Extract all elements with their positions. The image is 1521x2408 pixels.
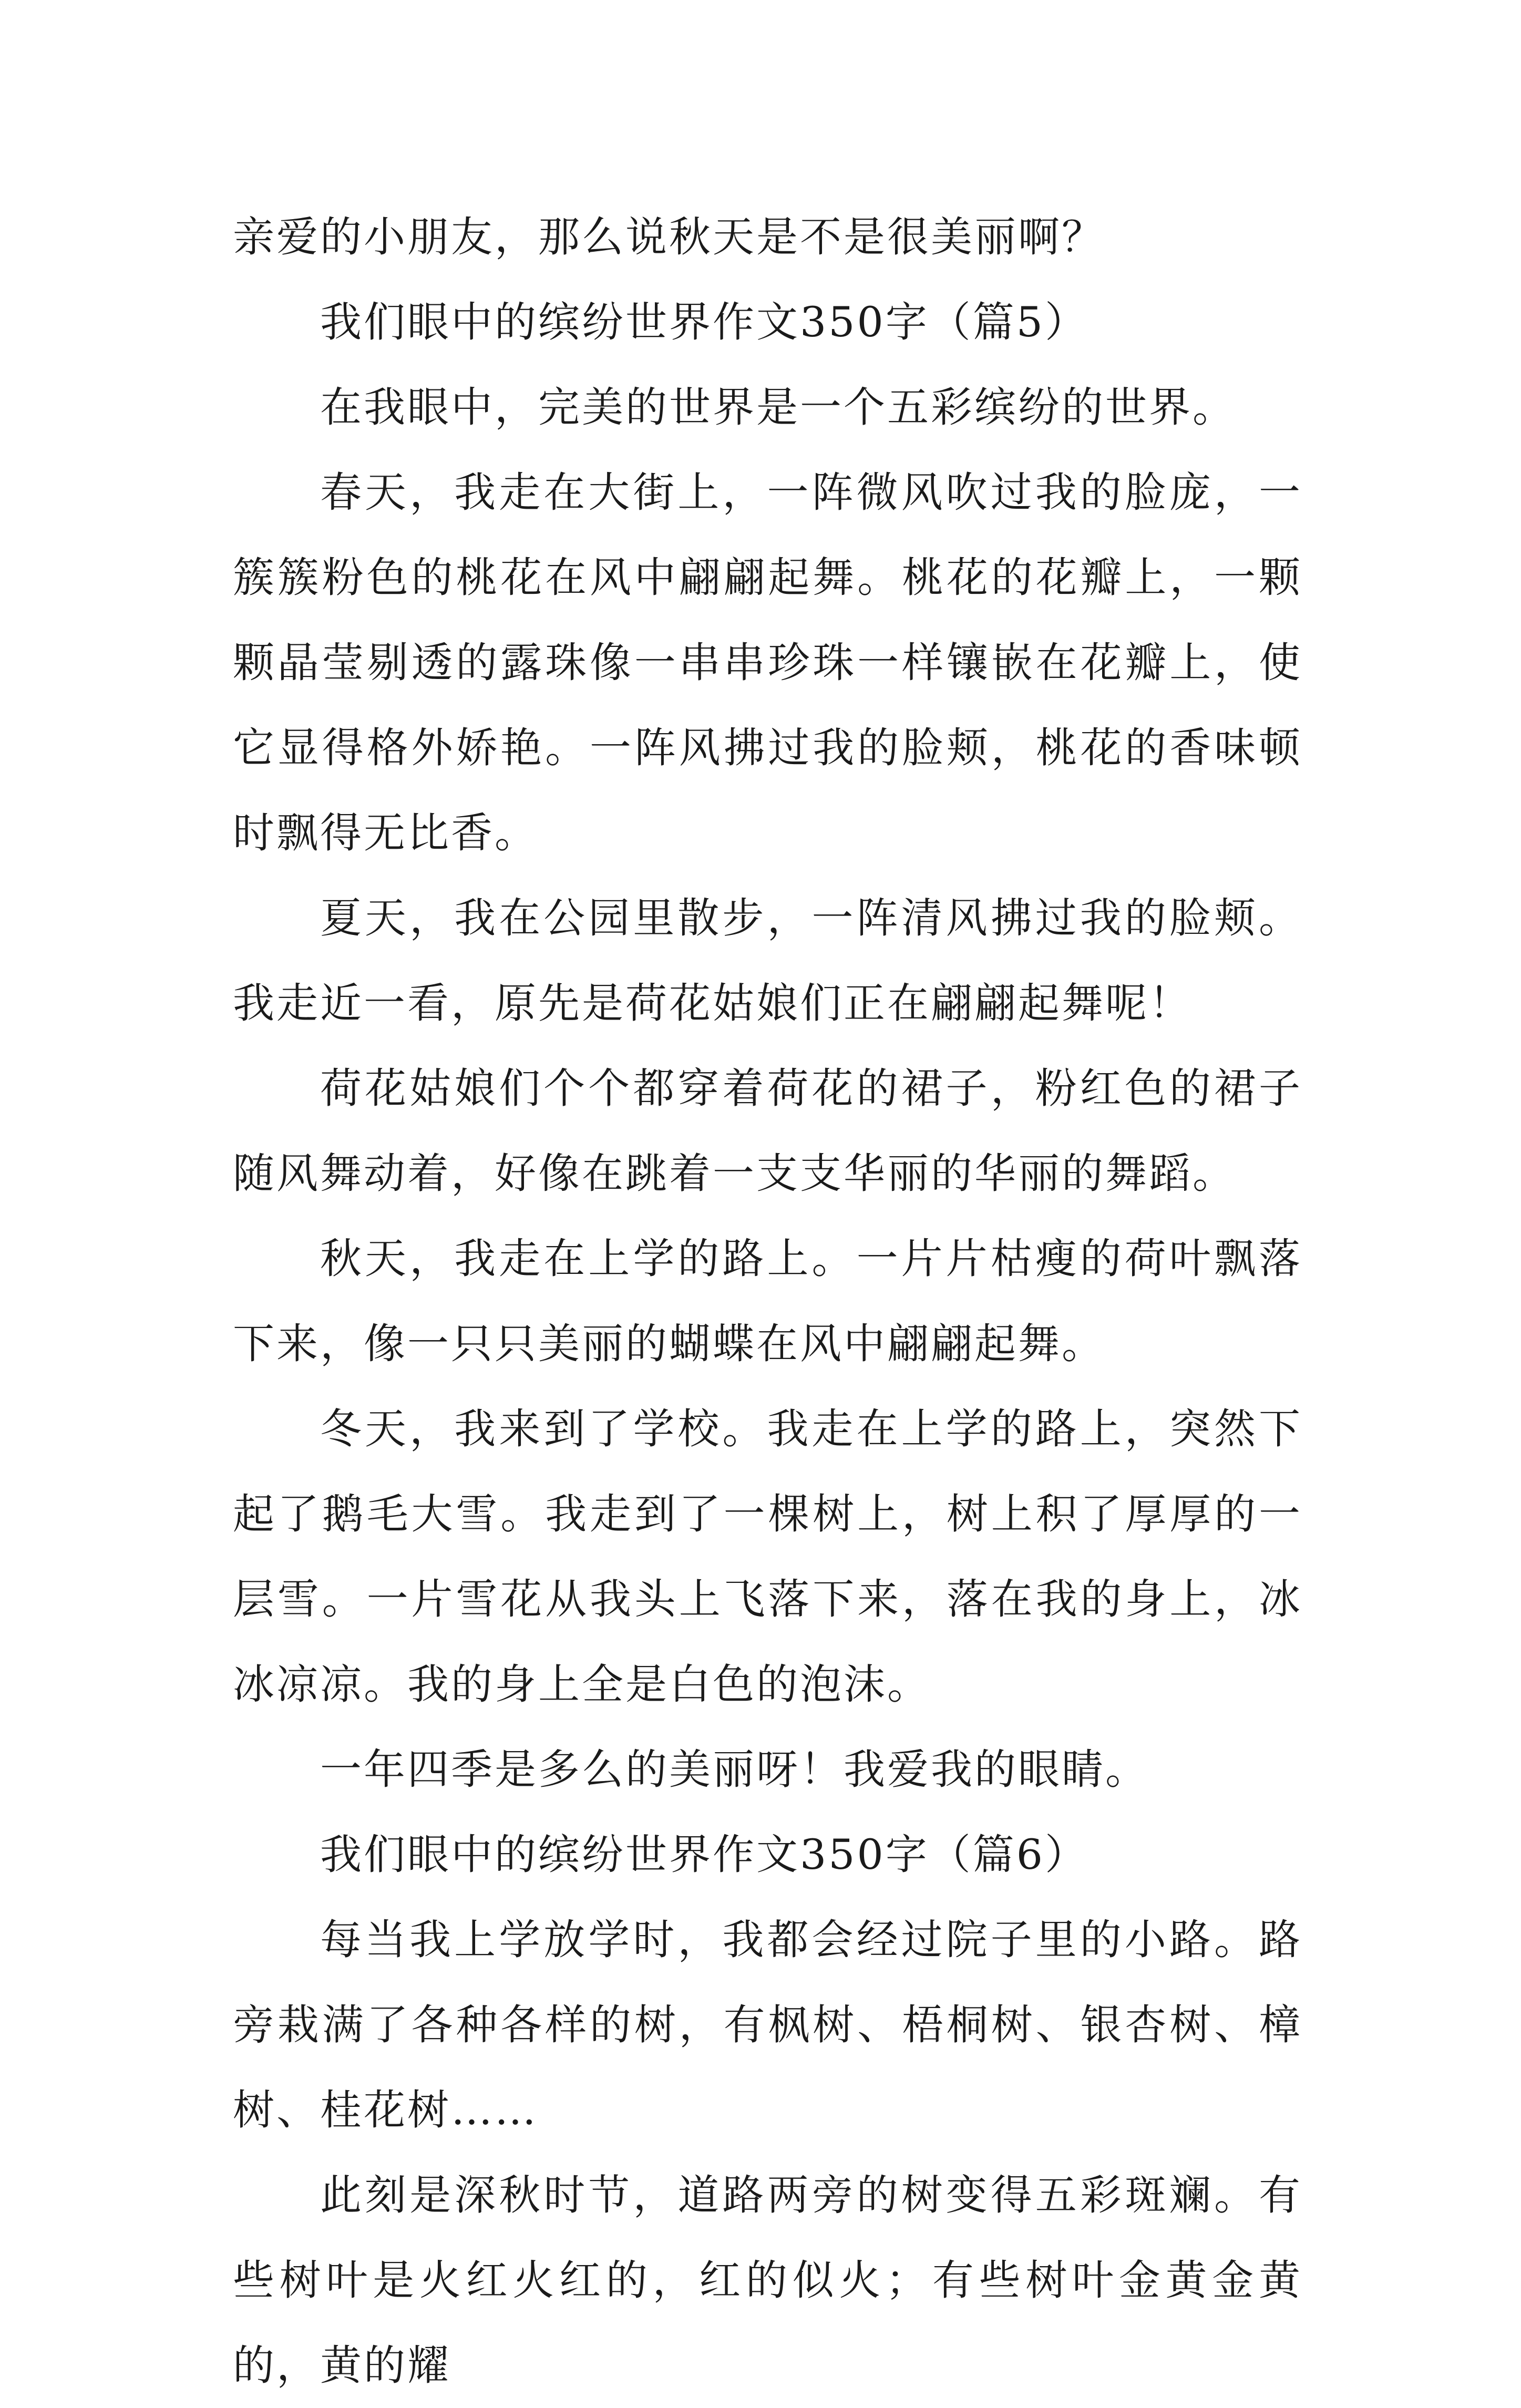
document-body — [233, 194, 1302, 2408]
section-heading: 我们眼中的缤纷世界作文350字（篇6） — [320, 1830, 1089, 1879]
paragraph: 在我眼中，完美的世界是一个五彩缤纷的世界。 — [320, 383, 1236, 431]
section-heading: 我们眼中的缤纷世界作文350字（篇5） — [320, 298, 1089, 346]
paragraph: 荷花姑娘们个个都穿着荷花的裙子，粉红色的裙子随风舞动着，好像在跳着一支支华丽的华丽的舞蹈。 — [233, 1064, 1302, 1198]
paragraph: 一年四季是多么的美丽呀！我爱我的眼睛。 — [320, 1745, 1149, 1794]
paragraph: 夏天，我在公园里散步，一阵清风拂过我的脸颊。我走近一看，原先是荷花姑娘们正在翩翩起舞呢！ — [233, 894, 1302, 1027]
paragraph: 亲爱的小朋友，那么说秋天是不是很美丽啊？ — [233, 213, 1105, 261]
paragraph: 春天，我走在大街上，一阵微风吹过我的脸庞，一簇簇粉色的桃花在风中翩翩起舞。桃花的花瓣上，一颗颗晶莹剔透的露珠像一串串珍珠一样镶嵌在花瓣上，使它显得格外娇艳。一阵风拂过我的脸颊，桃花的香味顿时飘得无比香。 — [233, 468, 1302, 857]
paragraph: 此刻是深秋时节，道路两旁的树变得五彩斑斓。有些树叶是火红火红的，红的似火；有些树叶金黄金黄的，黄的耀 — [233, 2171, 1302, 2390]
paragraph: 冬天，我来到了学校。我走在上学的路上，突然下起了鹅毛大雪。我走到了一棵树上，树上积了厚厚的一层雪。一片雪花从我头上飞落下来，落在我的身上，冰冰凉凉。我的身上全是白色的泡沫。 — [233, 1405, 1302, 1709]
paragraph: 秋天，我走在上学的路上。一片片枯瘦的荷叶飘落下来，像一只只美丽的蝴蝶在风中翩翩起舞。 — [233, 1234, 1302, 1368]
paragraph: 每当我上学放学时，我都会经过院子里的小路。路旁栽满了各种各样的树，有枫树、梧桐树、银杏树、樟树、桂花树…… — [233, 1916, 1302, 2134]
